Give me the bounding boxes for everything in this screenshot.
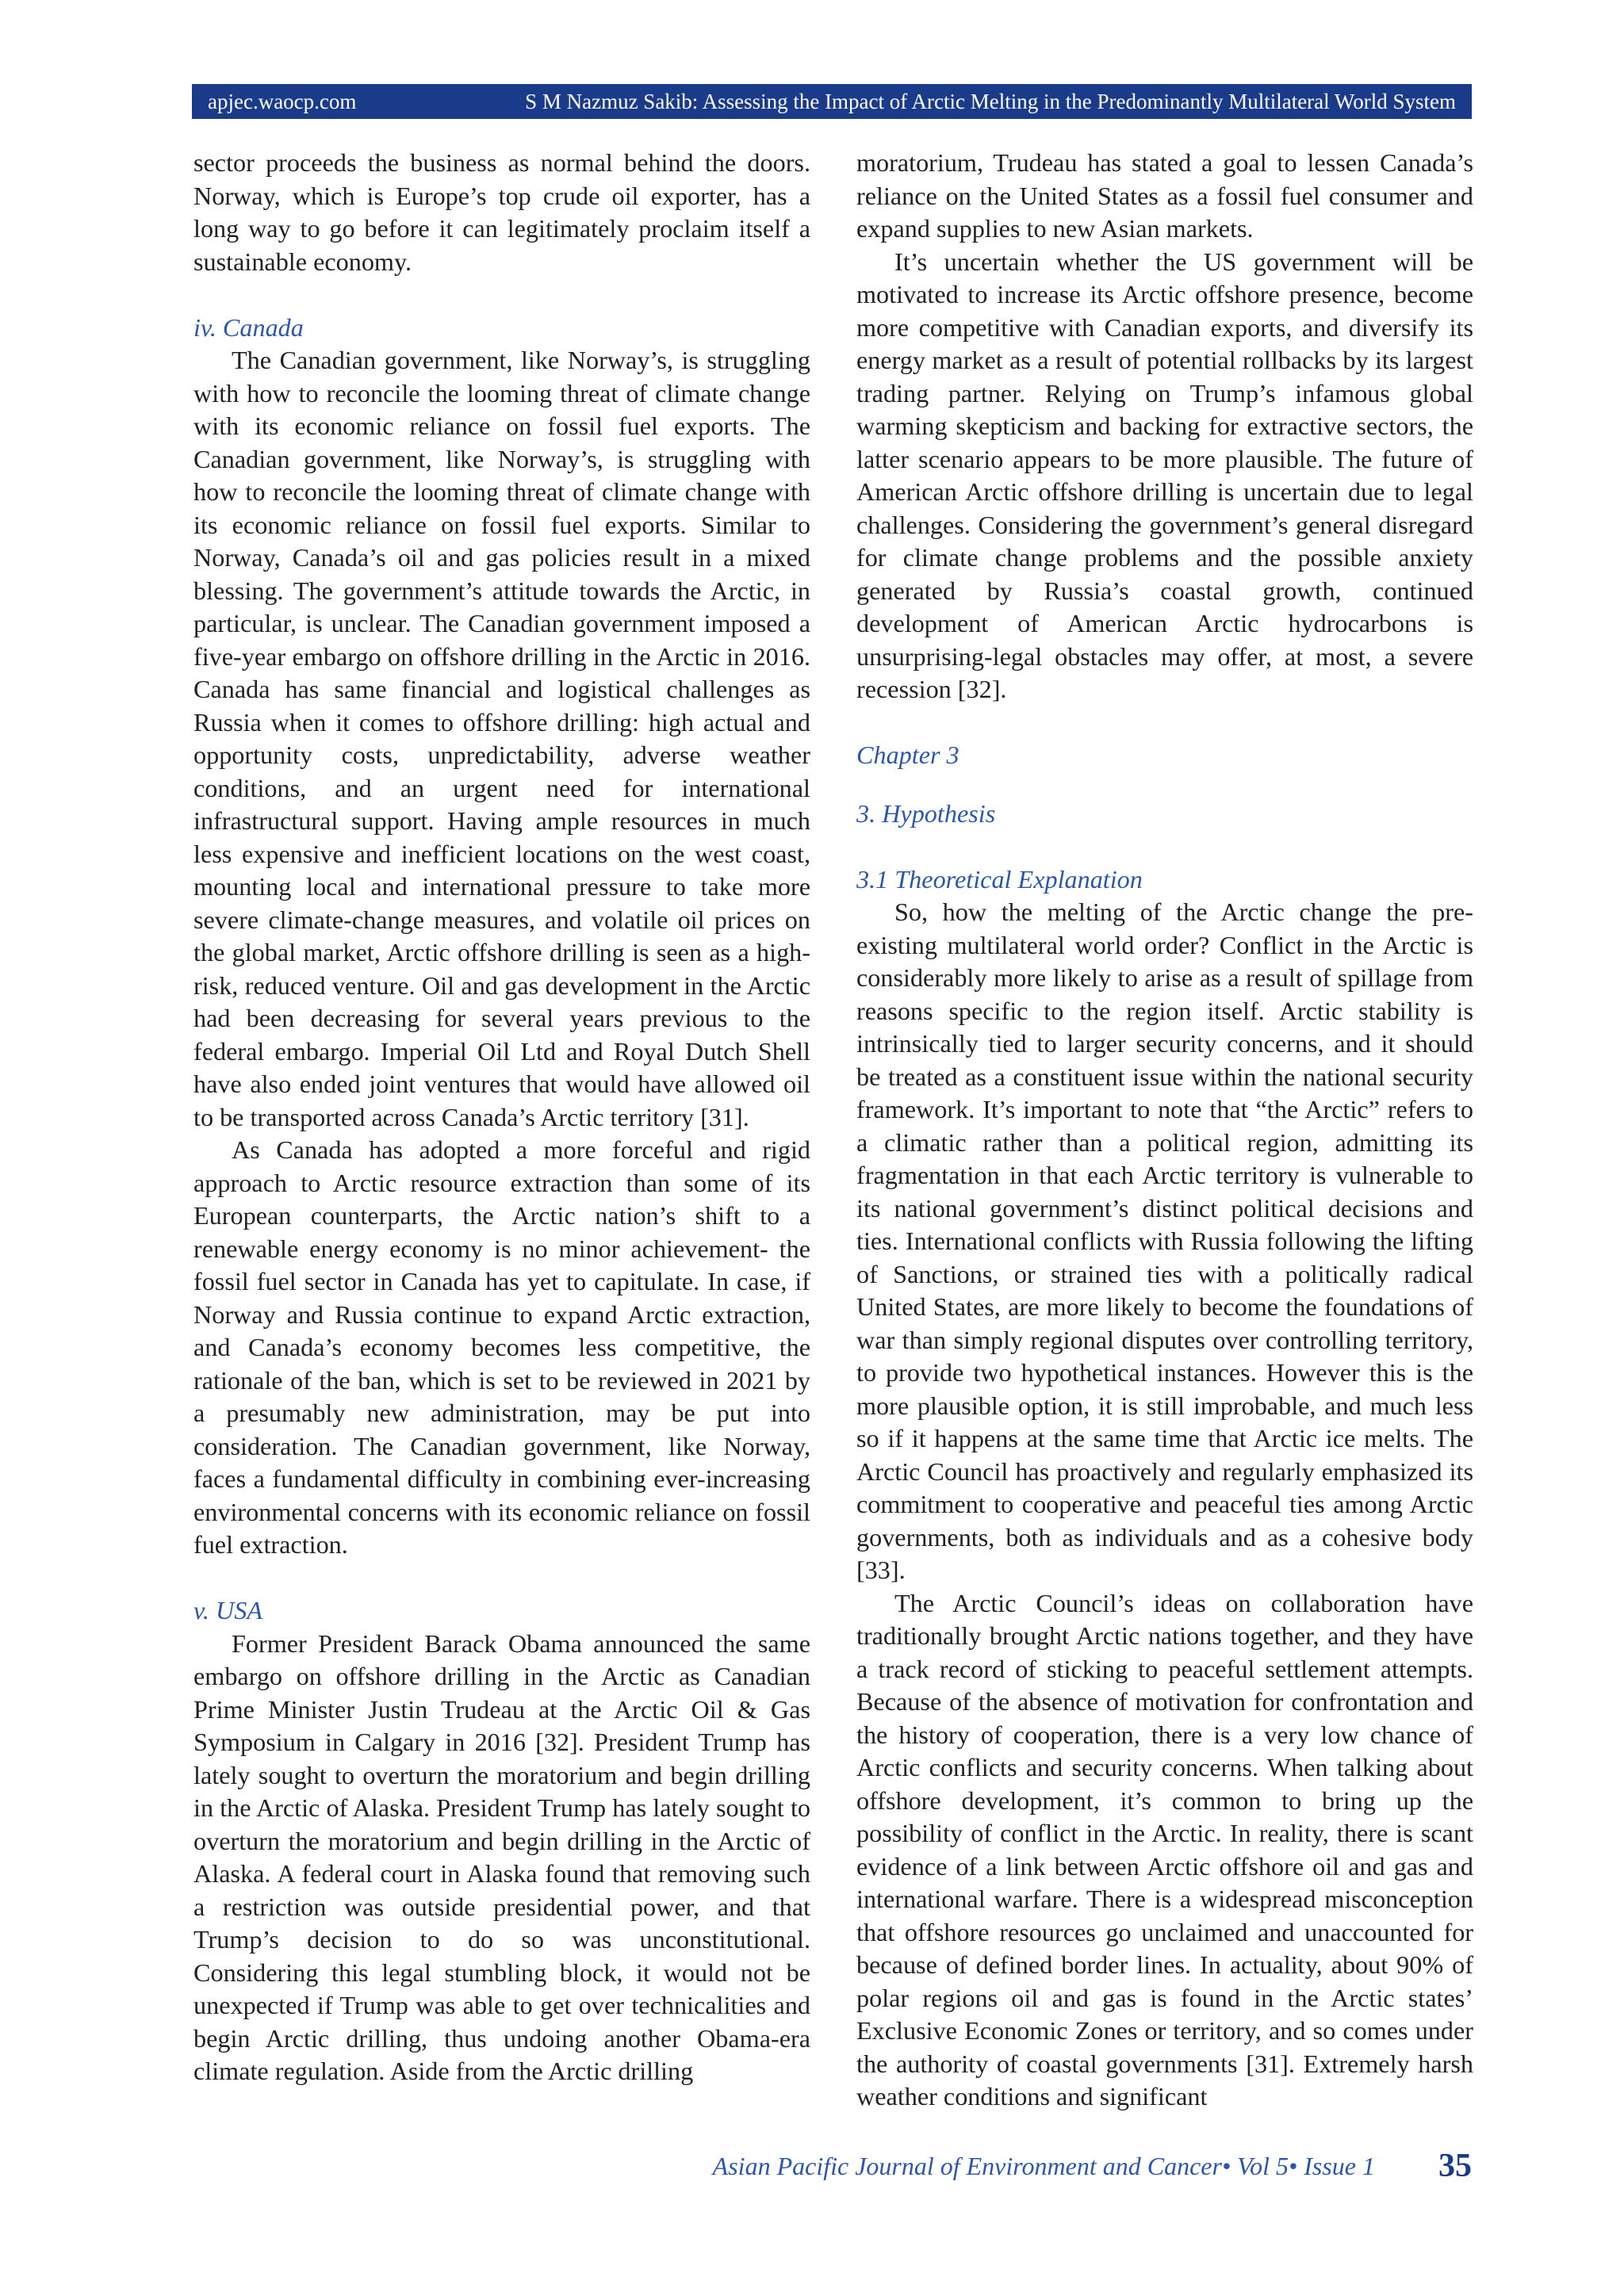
paragraph-theory-1: So, how the melting of the Arctic change the pre-existing multilateral world order? Conflict in the Arctic is considerably more likely to arise as a result of spillage from reasons specific to the region itself. Arctic stability is intrinsically tied to larger security concerns, and it should be treated as a constituent issue within the national security framework. It’s important to note that “the Arctic” refers to a climatic rather than a political region, admitting its fragmentation in that each Arctic territory is vulnerable to its national government’s distinct political decisions and ties. International conflicts with Russia following the lifting of Sanctions, or strained ties with a politically radical United States, are more likely to become the foundations of war than simply regional disputes over controlling territory, to provide two hypothetical instances. However this is the more plausible option, it is still improbable, and much less so if it happens at the same time that Arctic ice melts. The Arctic Council has proactively and regularly emphasized its commitment to cooperative and peaceful ties among Arctic governments, both as individuals and as a cohesive body [33]. bbox=[856, 897, 1473, 1584]
page-number: 35 bbox=[1438, 2148, 1472, 2184]
section-heading-usa: v. USA bbox=[193, 1596, 262, 1624]
paragraph-usa-continued: moratorium, Trudeau has stated a goal to lessen Canada’s reliance on the United States as a fossil fuel consumer and expand supplies to new Asian markets. bbox=[856, 148, 1473, 243]
header-article-title: S M Nazmuz Sakib: Assessing the Impact of Arctic Melting in the Predominantly Multilateral World System bbox=[525, 90, 1456, 113]
left-column bbox=[193, 147, 810, 2088]
paragraph-usa-2: It’s uncertain whether the US government will be motivated to increase its Arctic offshore presence, become more competitive with Canadian exports, and diversify its energy market as a result of potential rollbacks by its largest trading partner. Relying on Trump’s infamous global warming skepticism and backing for extractive sectors, the latter scenario appears to be more plausible. The future of American Arctic offshore drilling is uncertain due to legal challenges. Considering the government’s general disregard for climate change problems and the possible anxiety generated by Russia’s coastal growth, continued development of American Arctic hydrocarbons is unsurprising-legal obstacles may offer, at most, a severe recession [32]. bbox=[856, 247, 1473, 703]
page-footer bbox=[0, 2150, 1472, 2190]
right-column bbox=[856, 147, 1473, 2114]
paragraph-theory-2: The Arctic Council’s ideas on collaboration have traditionally brought Arctic nations together, and they have a track record of sticking to peaceful settlement attempts. Because of the absence of motivation for confrontation and the history of cooperation, there is a very low chance of Arctic conflicts and security concerns. When talking about offshore development, it’s common to bring up the possibility of conflict in the Arctic. In reality, there is scant evidence of a link between Arctic offshore oil and gas and international warfare. There is a widespread misconception that offshore resources go unclaimed and unaccounted for because of defined border lines. In actuality, about 90% of polar regions oil and gas is found in the Arctic states’ Exclusive Economic Zones or territory, and so comes under the authority of coastal governments [31]. Extremely harsh weather conditions and significant bbox=[856, 1588, 1473, 2110]
section-heading-canada: iv. Canada bbox=[193, 312, 304, 342]
paragraph-canada-2: As Canada has adopted a more forceful and rigid approach to Arctic resource extraction than some of its European counterparts, the Arctic nation’s shift to a renewable energy economy is no minor achievement- the fossil fuel sector in Canada has yet to capitulate. In case, if Norway and Russia continue to expand Arctic extraction, and Canada’s economy becomes less competitive, the rationale of the ban, which is set to be reviewed in 2021 by a presumably new administration, may be put into consideration. The Canadian government, like Norway, faces a fundamental difficulty in combining ever-increasing environmental concerns with its economic reliance on fossil fuel extraction. bbox=[193, 1135, 810, 1559]
footer-journal-info: Asian Pacific Journal of Environment and Cancer• Vol 5• Issue 1 bbox=[712, 2152, 1375, 2180]
paragraph-norway-conclusion: sector proceeds the business as normal behind the doors. Norway, which is Europe’s top crude oil exporter, has a long way to go before it can legitimately proclaim itself a sustainable economy. bbox=[193, 148, 810, 276]
section-heading-hypothesis: 3. Hypothesis bbox=[856, 798, 996, 828]
chapter-heading: Chapter 3 bbox=[856, 740, 959, 769]
running-header bbox=[192, 84, 1472, 119]
paragraph-canada-1: The Canadian government, like Norway’s, is struggling with how to reconcile the looming threat of climate change with its economic reliance on fossil fuel exports. The Canadian government, like Norway’s, is struggling with how to reconcile the looming threat of climate change with its economic reliance on fossil fuel exports. Similar to Norway, Canada’s oil and gas policies result in a mixed blessing. The government’s attitude towards the Arctic, in particular, is unclear. The Canadian government imposed a five-year embargo on offshore drilling in the Arctic in 2016. Canada has same financial and logistical challenges as Russia when it comes to offshore drilling: high actual and opportunity costs, unpredictability, adverse weather conditions, and an urgent need for international infrastructural support. Having ample resources in much less expensive and inefficient locations on the west coast, mounting local and international pressure to take more severe climate-change measures, and volatile oil prices on the global market, Arctic offshore drilling is seen as a high-risk, reduced venture. Oil and gas development in the Arctic had been decreasing for several years previous to the federal embargo. Imperial Oil Ltd and Royal Dutch Shell have also ended joint ventures that would have allowed oil to be transported across Canada’s Arctic territory [31]. bbox=[193, 346, 810, 1131]
header-website: apjec.waocp.com bbox=[208, 90, 357, 113]
paragraph-usa-1: Former President Barack Obama announced the same embargo on offshore drilling in the Arctic as Canadian Prime Minister Justin Trudeau at the Arctic Oil & Gas Symposium in Calgary in 2016 [32]. President Trump has lately sought to overturn the moratorium and begin drilling in the Arctic of Alaska. President Trump has lately sought to overturn the moratorium and begin drilling in the Arctic of Alaska. A federal court in Alaska found that removing such a restriction was outside presidential power, and that Trump’s decision to do so was unconstitutional. Considering this legal stumbling block, it would not be unexpected if Trump was able to get over technicalities and begin Arctic drilling, thus undoing another Obama-era climate regulation. Aside from the Arctic drilling bbox=[193, 1628, 810, 2085]
subsection-heading-theory: 3.1 Theoretical Explanation bbox=[856, 864, 1143, 894]
